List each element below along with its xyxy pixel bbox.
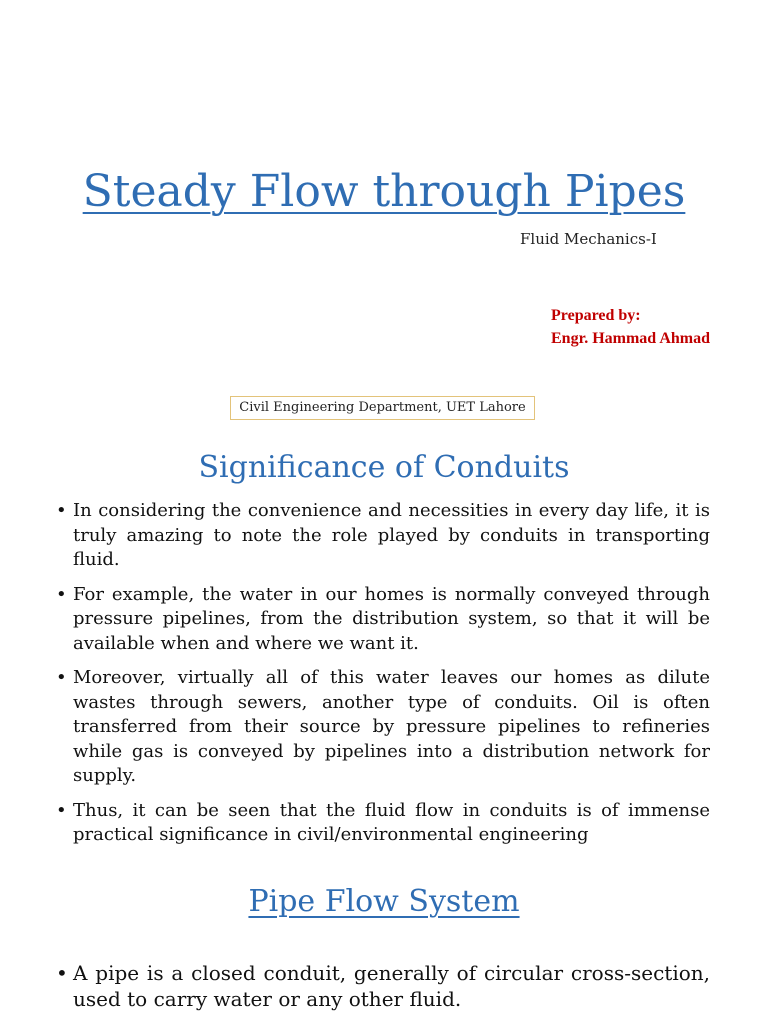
prepared-by-label: Prepared by: <box>551 307 641 324</box>
course-subtitle: Fluid Mechanics-I <box>520 230 657 248</box>
document-title: Steady Flow through Pipes <box>82 166 686 217</box>
bullet-item: • A pipe is a closed conduit, generally of circular cross-section, used to carry water or any other fluid. <box>54 960 710 1012</box>
pipe-flow-bullet-list <box>54 960 710 1022</box>
author-block <box>551 304 710 350</box>
bullet-item: • For example, the water in our homes is normally conveyed through pressure pipelines, from the distribution system, so that it will be available when and where we want it. <box>54 583 710 657</box>
section-heading-significance: Significance of Conduits <box>198 450 570 485</box>
department-label: Civil Engineering Department, UET Lahore <box>230 396 535 420</box>
section-heading-pipe-flow: Pipe Flow System <box>248 884 520 919</box>
significance-bullet-list <box>54 499 710 858</box>
bullet-item: • Moreover, virtually all of this water leaves our homes as dilute wastes through sewers, another type of conduits. Oil is often transferred from their source by pressure pipelines to refineries while gas is conveyed by pipelines into a distribution network for supply. <box>54 666 710 789</box>
bullet-item: • In considering the convenience and necessities in every day life, it is truly amazing to note the role played by conduits in transporting fluid. <box>54 499 710 573</box>
bullet-item: • Thus, it can be seen that the fluid flow in conduits is of immense practical significance in civil/environmental engineering <box>54 799 710 848</box>
author-name: Engr. Hammad Ahmad <box>551 330 710 347</box>
